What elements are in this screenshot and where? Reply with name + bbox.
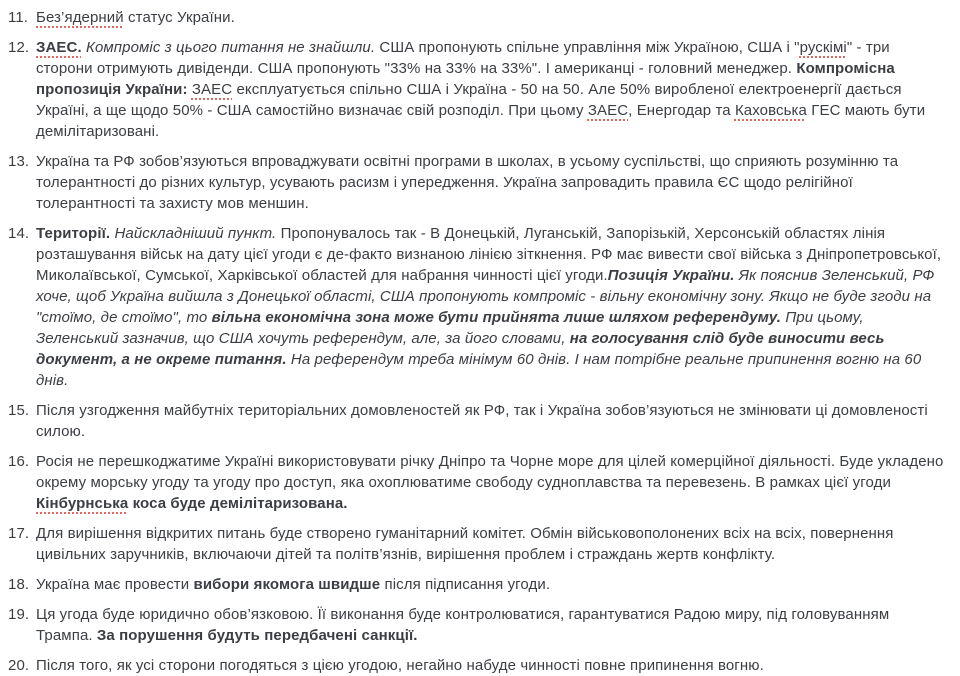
list-item [8, 451, 950, 514]
item-number: 20. [8, 657, 30, 674]
item-text [36, 574, 950, 595]
item-number: 13. [8, 153, 30, 170]
text-segment: Ця угода буде юридично обов’язковою. Її виконання буде контролюватися, гарантуватися Радою миру, під головуванням Трампа. [36, 606, 890, 644]
item-text [36, 151, 950, 214]
text-segment: Після того, як усі сторони погодяться з цією угодою, негайно набуде чинності повне припинення вогню. [36, 657, 764, 674]
agreement-list [8, 7, 950, 676]
item-number: 12. [8, 39, 30, 56]
text-segment: На референдум треба мінімум 60 днів. І нам потрібне реальне припинення вогню на 60 днів. [36, 351, 922, 389]
text-segment: Для вирішення відкритих питань буде створено гуманітарний комітет. Обмін військовополонених всіх на всіх, повернення цивільних заручників, включаючи дітей та політв’язнів, вирішення проблем і страждань жертв конфлікту. [36, 525, 894, 563]
misspelled-word: ЗАЕС [191, 81, 233, 98]
text-segment: Після узгодження майбутніх територіальних домовленостей як РФ, так і Україна зобов’язуються не змінювати ці домовленості силою. [36, 402, 928, 440]
text-segment: За порушення будуть передбачені санкції. [96, 627, 418, 644]
item-text [36, 451, 950, 514]
text-segment: коса буде демілітаризована. [128, 495, 348, 512]
text-segment: США пропонують спільне управління між Україною, США і " [375, 39, 800, 56]
list-item [8, 574, 950, 595]
item-text [36, 400, 950, 442]
text-segment: вільна економічна зона може бути прийнята лише шляхом референдуму. [211, 309, 782, 326]
item-text [36, 223, 950, 391]
item-text [36, 604, 950, 646]
text-segment: Україна та РФ зобов’язуються впроваджувати освітні програми в школах, в усьому суспільстві, що сприяють розумінню та толерантності до різних культур, усувають расизм і упередження. Україна запровадить правила ЄС щодо релігійної толерантності та захисту мов меншин. [36, 153, 899, 212]
misspelled-word: рускімі [799, 39, 847, 56]
text-segment: вибори якомога швидше [193, 576, 381, 593]
text-segment: Україна має провести [36, 576, 194, 593]
text-segment: Найскладніший пункт. [114, 225, 277, 242]
item-number: 18. [8, 576, 30, 593]
misspelled-word: Без’ядерний [36, 9, 124, 26]
item-number: 11. [8, 9, 29, 26]
text-segment: на голосування слід буде виносити весь документ, а не окреме питання. [36, 330, 885, 368]
text-segment: Пропонувалось так - В Донецькій, Луганській, Запорізькій, Херсонській областях лінія розташування військ на дату цієї угоди є де-факто визнаною лінією зіткнення. РФ має вивести свої війська з Дніпропетровської, Миколаївської, Сумської, Харківської областей для набрання чинності цієї угоди. [36, 225, 942, 284]
list-item [8, 151, 950, 214]
text-segment: Компроміс з цього питання не знайшли. [86, 39, 376, 56]
text-segment: Компромісна пропозиція України: [36, 60, 895, 98]
list-item [8, 223, 950, 391]
text-segment: ГЕС мають бути демілітаризовані. [36, 102, 926, 140]
text-segment: " - три сторони отримують дивіденди. США пропонують "33% на 33% на 33%". І американці - головний менеджер. [36, 39, 890, 77]
list-item [8, 37, 950, 142]
list-item [8, 523, 950, 565]
item-number: 15. [8, 402, 30, 419]
misspelled-word: ЗАЕС [587, 102, 629, 119]
item-number: 14. [8, 225, 30, 242]
item-number: 17. [8, 525, 30, 542]
item-text [36, 37, 950, 142]
item-text [36, 7, 950, 28]
text-segment: експлуатується спільно США і Україна - 50 на 50. Але 50% виробленої електроенергії дається Україні, а ще щодо 50% - США самостійно визначає свій розподіл. При цьому [36, 81, 902, 119]
text-segment: статус України. [123, 9, 235, 26]
list-item [8, 400, 950, 442]
list-item [8, 7, 950, 28]
text-segment: При цьому, Зеленський зазначив, що США хочуть референдум, але, за його словами, [36, 309, 864, 347]
text-segment: після підписання угоди. [380, 576, 551, 593]
misspelled-word: Каховська [734, 102, 807, 119]
item-text [36, 523, 950, 565]
misspelled-word: Кінбурнська [36, 495, 129, 512]
item-text [36, 655, 950, 676]
list-item [8, 655, 950, 676]
text-segment: Як пояснив Зеленський, РФ хоче, щоб Україна вийшла з Донецької області, США пропонують компроміс - вільну економічну зону. Якщо не буде згоди на "стоїмо, де стоїмо", то [36, 267, 935, 326]
text-segment: , Енергодар та [628, 102, 735, 119]
misspelled-word: ЗАЕС. [36, 39, 82, 56]
text-segment: Росія не перешкоджатиме Україні використовувати річку Дніпро та Чорне море для цілей комерційної діяльності. Буде укладено окрему морську угоду та угоду про доступ, яка охоплюватиме свободу судноплавства та перевезень. В рамках цієї угоди [36, 453, 944, 491]
text-segment: Території. [36, 225, 111, 242]
item-number: 16. [8, 453, 30, 470]
text-segment: Позиція України. [607, 267, 735, 284]
item-number: 19. [8, 606, 30, 623]
list-item [8, 604, 950, 646]
